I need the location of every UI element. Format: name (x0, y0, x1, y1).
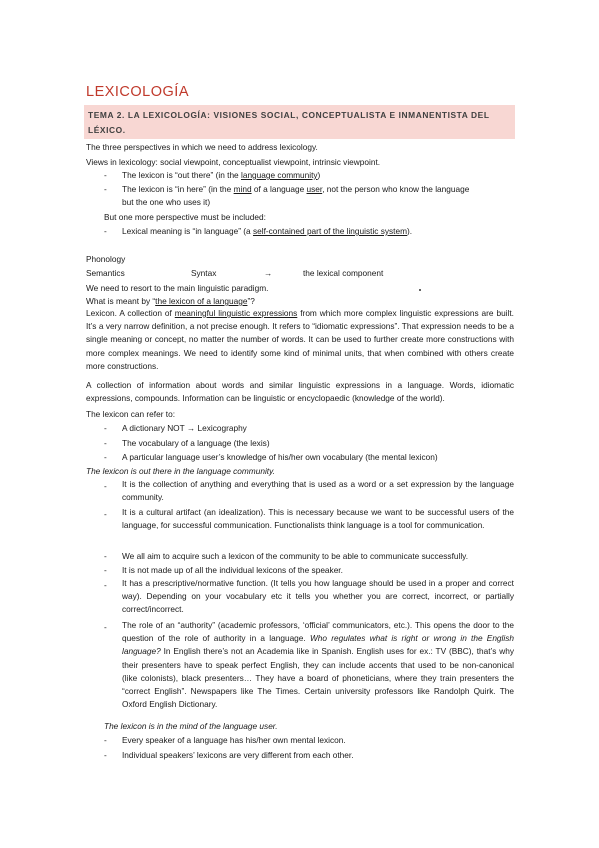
lexicon-definition-paragraph: Lexicon. A collection of meaningful linguistic expressions from which more complex linguistic expressions are built. It’s a very narrow definition, a not precise enough. It refers to “idiomatic expressions”. That expression needs to be a single meaning or concept, no matter the number of words. It can be used to further create more constructions with more complex meanings. We need to identify some kind of minimal units, that when combined with others create more constructions. (86, 308, 514, 371)
semantics-label: Semantics (86, 268, 125, 278)
arrow-icon: → (186, 423, 196, 433)
bullet-dash: - (104, 226, 107, 236)
mind-item-different: Individual speakers’ lexicons are very different from each other. (122, 750, 354, 760)
phonology-label: Phonology (86, 254, 126, 264)
bullet-dash: - (104, 423, 107, 433)
bullet-dash: - (104, 735, 107, 745)
bullet-dash: - (104, 170, 107, 180)
list-item-mental-lexicon: A particular language user’s knowledge of his/her own vocabulary (the mental lexicon) (122, 452, 438, 462)
bullet-dash: - (104, 750, 107, 760)
community-item-acquire: We all aim to acquire such a lexicon of the community to be able to communicate successfully. (122, 551, 469, 561)
community-heading: The lexicon is out there in the language community. (86, 466, 275, 476)
list-item-dictionary: A dictionary NOT → Lexicography (122, 423, 247, 433)
views-paragraph: Views in lexicology: social viewpoint, conceptualist viewpoint, intrinsic viewpoint. (86, 157, 381, 167)
intro-paragraph: The three perspectives in which we need to address lexicology. (86, 142, 318, 152)
community-item-authority: The role of an “authority” (academic professors, ‘official’ communicators, etc.). This opens the door to the question of the role of authority in a language. Who regulates what is right or wrong in the English language? In English there’s not an Academia like in Spanish. English uses for ex.: TV (BBC), that’s why their presenters have to speak perfect English, they can include accents that used to be non-canonical (like colonists), black presenters… They have a board of phoneticians, where they train presenters the “correct English”. Newspapers like The Times. Certain university professors like Randolph Quirk. The Oxford English Dictionary. (122, 620, 514, 710)
document-title: LEXICOLOGÍA (86, 84, 190, 100)
list-item-in-language: Lexical meaning is “in language” (a self-contained part of the linguistic system). (122, 226, 413, 236)
bullet-dash: - (104, 481, 107, 491)
community-item-not-individual: It is not made up of all the individual lexicons of the speaker. (122, 565, 343, 575)
arrow-icon: → (264, 268, 273, 278)
bullet-dash: - (104, 622, 107, 632)
list-item-vocabulary: The vocabulary of a language (the lexis) (122, 438, 270, 448)
refer-to-paragraph: The lexicon can refer to: (86, 409, 176, 419)
bullet-dash: - (104, 551, 107, 561)
bullet-dash: - (104, 184, 107, 194)
bullet-dash: - (104, 452, 107, 462)
bullet-dash: - (104, 438, 107, 448)
community-item-prescriptive: It has a prescriptive/normative function. (It tells you how language should be used in a proper and correct way). Depending on your vocabulary etc it tells you whether you are correct, incorrect, or partially correct/incorrect. (122, 578, 514, 615)
list-item-out-there: The lexicon is “out there” (in the language community) (122, 170, 321, 180)
community-item-collection: It is the collection of anything and everything that is used as a word or a set expression by the language community. (122, 479, 514, 503)
list-item-in-here-cont: but the one who uses it) (122, 197, 211, 207)
question-paragraph: What is meant by “the lexicon of a language”? (86, 296, 255, 306)
bullet-dash: - (104, 580, 107, 590)
section-heading: TEMA 2. LA LEXICOLOGÍA: VISIONES SOCIAL, CONCEPTUALISTA E INMANENTISTA DEL LÉXICO. (88, 110, 490, 135)
lexicon-information-paragraph: A collection of information about words and similar linguistic expressions in a language. Words, idiomatic expressions, compounds. Information can be linguistic or encyclopaedic (knowledge of the world). (86, 380, 514, 404)
list-item-in-here: The lexicon is “in here” (in the mind of a language user, not the person who know the language (122, 184, 470, 194)
paradigm-paragraph: We need to resort to the main linguistic paradigm. (86, 283, 269, 293)
mind-item-own-lexicon: Every speaker of a language has his/her own mental lexicon. (122, 735, 346, 745)
bullet-dash: - (104, 509, 107, 519)
lexical-component-label: the lexical component (303, 268, 384, 278)
one-more-perspective: But one more perspective must be included: (104, 212, 266, 222)
community-item-artifact: It is a cultural artifact (an idealization). This is necessary because we want to be successful users of the language, for successful communication. Functionalists think language is a tool for communication. (122, 507, 514, 531)
mind-heading: The lexicon is in the mind of the language user. (104, 721, 278, 731)
syntax-label: Syntax (191, 268, 217, 278)
stray-dot (419, 289, 421, 291)
bullet-dash: - (104, 565, 107, 575)
